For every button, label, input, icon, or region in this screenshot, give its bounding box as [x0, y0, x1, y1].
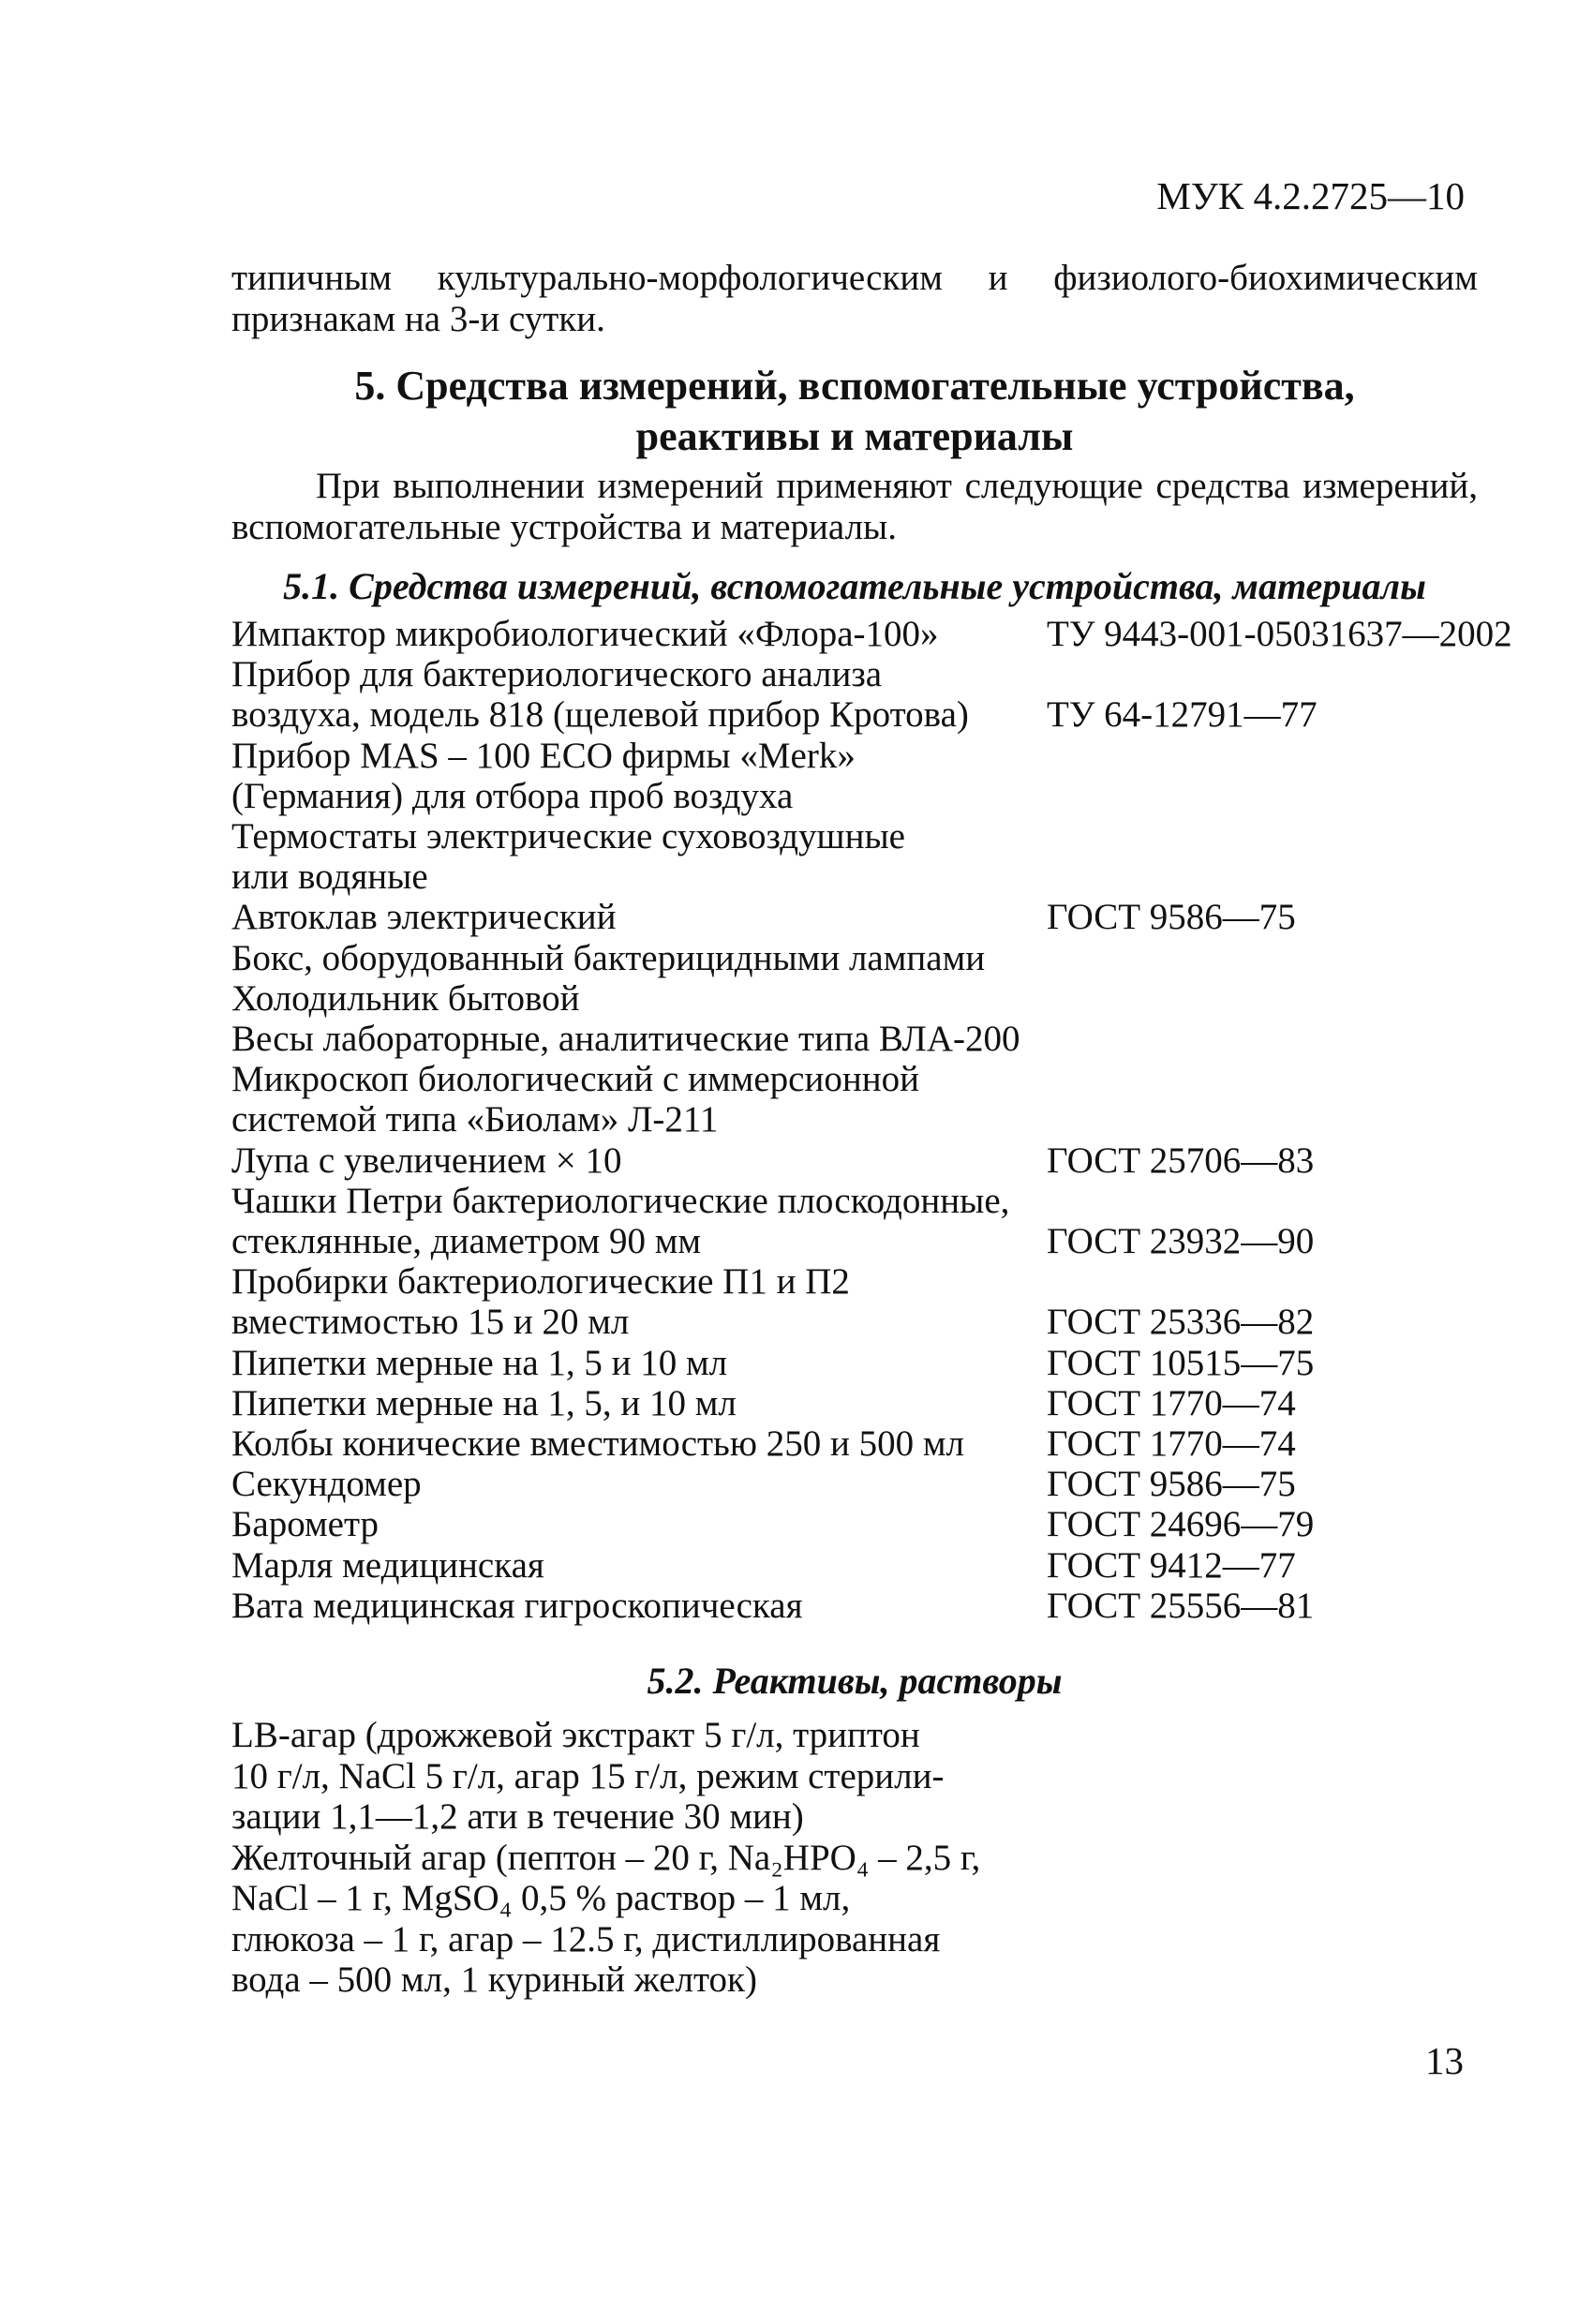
- equipment-name: [231, 816, 1047, 897]
- equipment-name: [231, 1545, 1047, 1586]
- equipment-name: [231, 1261, 1047, 1342]
- equipment-name-line: Лупа с увеличением × 10: [231, 1140, 622, 1181]
- equipment-name-line: Марля медицинская: [231, 1544, 544, 1586]
- equipment-row: [231, 1545, 1525, 1586]
- equipment-name-line: Прибор для бактериологического анализа: [231, 654, 883, 695]
- reagent-list: [231, 1715, 1037, 2001]
- equipment-row: [231, 736, 1525, 816]
- equipment-name-line: стеклянные, диаметром 90 мм: [231, 1221, 702, 1262]
- equipment-name-line: Пробирки бактериологические П1 и П2: [231, 1261, 850, 1303]
- equipment-standard: ТУ 64-12791—77: [1047, 694, 1318, 736]
- subsection-5-1-title: 5.1. Средства измерений, вспомогательные устройства, материалы: [283, 565, 1426, 607]
- equipment-row: [231, 1504, 1525, 1544]
- equipment-row: [231, 816, 1525, 897]
- equipment-row: [231, 1059, 1525, 1140]
- section-5-title: [231, 361, 1478, 462]
- equipment-name-line: Термостаты электрические суховоздушные: [231, 816, 905, 857]
- equipment-name: [231, 978, 1047, 1019]
- intro-paragraph: типичным культурально-морфологическим и физиолого-биохимическим признакам на 3-и сутки.: [231, 258, 1478, 339]
- equipment-name-line: системой типа «Биолам» Л-211: [231, 1099, 719, 1140]
- equipment-name-line: Секундомер: [231, 1464, 422, 1505]
- equipment-row: [231, 1181, 1525, 1261]
- equipment-standard: ГОСТ 25706—83: [1047, 1140, 1315, 1181]
- equipment-row: [231, 897, 1525, 937]
- equipment-standard: ГОСТ 24696—79: [1047, 1504, 1315, 1545]
- equipment-standard: ГОСТ 25556—81: [1047, 1585, 1315, 1626]
- equipment-name-line: или водяные: [231, 857, 428, 898]
- equipment-name-line: Микроскоп биологический с иммерсионной: [231, 1059, 919, 1100]
- equipment-row: [231, 1343, 1525, 1383]
- reagent-line: вода – 500 мл, 1 куриный желток): [231, 1959, 757, 2000]
- equipment-standard: ГОСТ 9586—75: [1047, 1464, 1296, 1505]
- equipment-name-line: Бокс, оборудованный бактерицидными лампами: [231, 937, 986, 978]
- equipment-standard: ГОСТ 10515—75: [1047, 1342, 1315, 1383]
- equipment-name: [231, 654, 1047, 735]
- equipment-name-line: Прибор MAS – 100 ECO фирмы «Merk»: [231, 735, 856, 776]
- page-number: 13: [1425, 2039, 1464, 2082]
- equipment-name: [231, 1019, 1047, 1059]
- equipment-row: [231, 614, 1525, 654]
- equipment-name-line: Импактор микробиологический «Флора-100»: [231, 614, 939, 654]
- reagent-line: LB-агар (дрожжевой экстракт 5 г/л, триптон: [231, 1715, 920, 1755]
- equipment-list: [231, 614, 1525, 1626]
- equipment-row: [231, 654, 1525, 735]
- equipment-name: [231, 1423, 1047, 1464]
- equipment-row: [231, 1586, 1525, 1626]
- reagent-line: NaCl – 1 г, MgSO₄ 0,5 % раствор – 1 мл,: [231, 1878, 851, 1918]
- equipment-name-line: Весы лабораторные, аналитические типа ВЛА-200: [231, 1019, 1020, 1060]
- equipment-name: [231, 1181, 1047, 1261]
- equipment-row: [231, 1423, 1525, 1464]
- equipment-name-line: Автоклав электрический: [231, 897, 617, 938]
- equipment-standard: ГОСТ 23932—90: [1047, 1221, 1315, 1262]
- equipment-name-line: (Германия) для отбора проб воздуха: [231, 775, 794, 816]
- equipment-name: [231, 1140, 1047, 1181]
- equipment-row: [231, 1019, 1525, 1059]
- equipment-row: [231, 938, 1525, 978]
- document-code: МУК 4.2.2725—10: [1156, 174, 1465, 217]
- equipment-name: [231, 1343, 1047, 1383]
- section-5-title-line2: реактивы и материалы: [635, 413, 1074, 459]
- equipment-name: [231, 1464, 1047, 1504]
- equipment-standard: ГОСТ 25336—82: [1047, 1302, 1315, 1343]
- reagent-line: 10 г/л, NaCl 5 г/л, агар 15 г/л, режим стерили-: [231, 1755, 945, 1796]
- equipment-name: [231, 614, 1047, 654]
- equipment-name-line: Холодильник бытовой: [231, 977, 580, 1019]
- equipment-name: [231, 1059, 1047, 1140]
- equipment-name: [231, 736, 1047, 816]
- section-5-intro: При выполнении измерений применяют следующие средства измерений, вспомогательные устройства и материалы.: [231, 466, 1478, 547]
- reagent-line: зации 1,1—1,2 ати в течение 30 мин): [231, 1796, 804, 1837]
- equipment-row: [231, 1140, 1525, 1181]
- equipment-name-line: Вата медицинская гигроскопическая: [231, 1585, 803, 1626]
- equipment-row: [231, 1464, 1525, 1504]
- equipment-name: [231, 1504, 1047, 1544]
- equipment-name-line: Колбы конические вместимостью 250 и 500 мл: [231, 1423, 964, 1465]
- equipment-standard: ГОСТ 1770—74: [1047, 1382, 1296, 1423]
- equipment-standard: ГОСТ 9586—75: [1047, 897, 1296, 938]
- reagent-line: Желточный агар (пептон – 20 г, Na₂HPO₄ – 2,5 г,: [231, 1837, 981, 1878]
- equipment-name: [231, 1383, 1047, 1423]
- equipment-name: [231, 897, 1047, 937]
- equipment-row: [231, 1383, 1525, 1423]
- equipment-name-line: вместимостью 15 и 20 мл: [231, 1302, 630, 1343]
- equipment-name-line: Барометр: [231, 1504, 379, 1545]
- section-5-title-line1: 5. Средства измерений, вспомогательные устройства,: [354, 363, 1355, 409]
- reagent-line: глюкоза – 1 г, агар – 12.5 г, дистиллированная: [231, 1918, 941, 1959]
- equipment-name: [231, 938, 1047, 978]
- equipment-name-line: Пипетки мерные на 1, 5 и 10 мл: [231, 1342, 728, 1383]
- equipment-name: [231, 1586, 1047, 1626]
- equipment-row: [231, 1261, 1525, 1342]
- equipment-standard: ГОСТ 9412—77: [1047, 1544, 1296, 1586]
- equipment-name-line: воздуха, модель 818 (щелевой прибор Кротова): [231, 694, 969, 736]
- equipment-name-line: Чашки Петри бактериологические плоскодонные,: [231, 1180, 1010, 1221]
- subsection-5-2-title: 5.2. Реактивы, растворы: [647, 1660, 1063, 1702]
- equipment-standard: ГОСТ 1770—74: [1047, 1423, 1296, 1465]
- equipment-name-line: Пипетки мерные на 1, 5, и 10 мл: [231, 1382, 737, 1423]
- equipment-standard: ТУ 9443-001-05031637—2002: [1047, 614, 1512, 654]
- equipment-row: [231, 978, 1525, 1019]
